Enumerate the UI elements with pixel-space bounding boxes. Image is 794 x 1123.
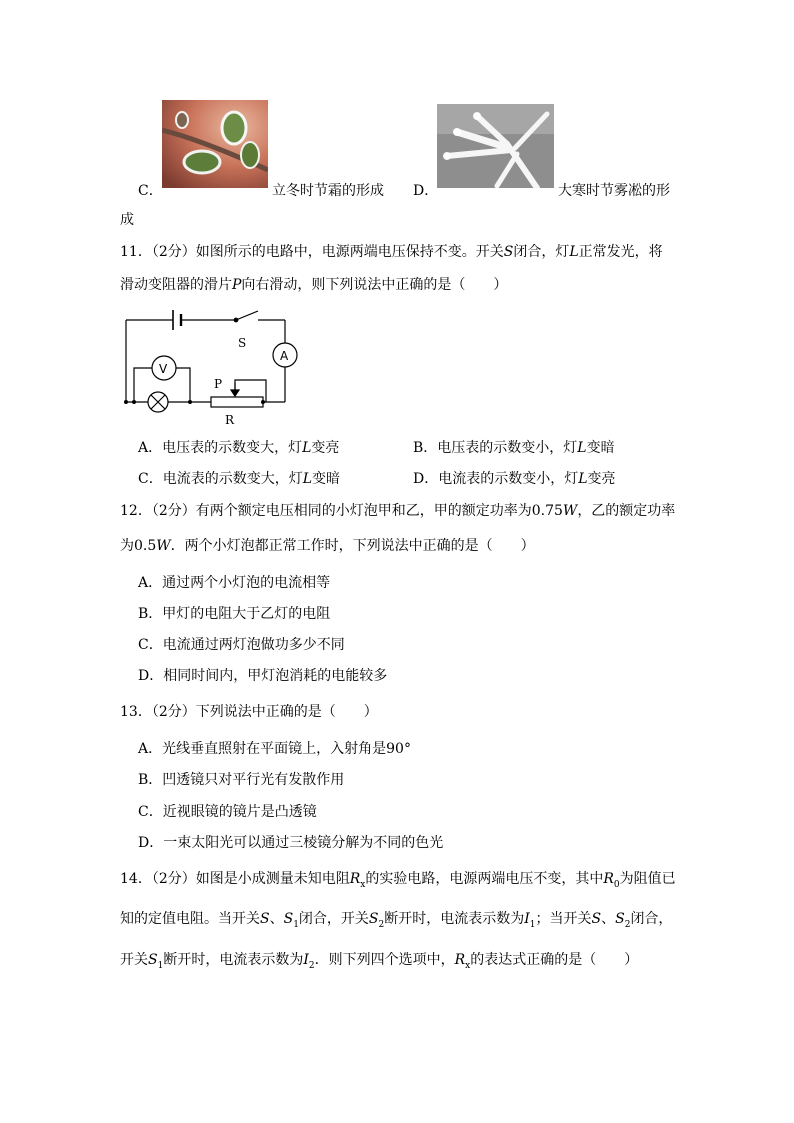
- q14-text: 、: [269, 911, 284, 927]
- q14-line3: [120, 949, 638, 971]
- q14-text: 为阻值已: [619, 871, 676, 887]
- var-sub: 2: [308, 960, 315, 971]
- resistor-label: R: [225, 413, 235, 427]
- option-text: 电压表的示数变小，灯: [437, 440, 578, 456]
- option-c-label: C．: [138, 183, 163, 199]
- var-sub: 2: [378, 919, 385, 930]
- option-d-text: 大寒时节雾凇的形: [558, 183, 670, 199]
- q13-text: 下列说法中正确的是（ ）: [195, 704, 378, 720]
- option-text: 变暗: [312, 471, 341, 487]
- option-text: 凹透镜只对平行光有发散作用: [162, 772, 345, 788]
- option-text: 相同时间内，甲灯泡消耗的电能较多: [163, 668, 388, 684]
- q12-option-a: [138, 572, 330, 592]
- q14-text: 、: [601, 911, 616, 927]
- var-r: R: [454, 952, 466, 968]
- var-sub: 1: [293, 919, 299, 930]
- q11-number: 11．: [120, 244, 152, 260]
- q13-option-a: [138, 738, 411, 758]
- q12-option-c: [138, 634, 345, 654]
- option-label: C．: [138, 804, 163, 820]
- option-text: 甲灯的电阻大于乙灯的电阻: [162, 606, 331, 622]
- q14-line1: [120, 868, 676, 890]
- q13-number: 13．: [120, 704, 152, 720]
- q14-text: 的实验电路，电源两端电压不变，其中: [365, 871, 604, 887]
- var-s: S: [503, 244, 514, 260]
- q12-number: 12．: [120, 503, 152, 519]
- q11-text: 如图所示的电路中，电源两端电压保持不变。开关: [195, 244, 504, 260]
- q12-text: ．两个小灯泡都正常工作时，下列说法中正确的是（ ）: [170, 538, 535, 554]
- q12-text: 为: [120, 538, 134, 554]
- q14-text: 断开时，电流表示数为: [163, 952, 304, 968]
- q12-score: （2分）: [151, 503, 196, 519]
- var-s: S: [260, 911, 270, 927]
- frost-photo: [162, 100, 268, 188]
- q14-text: 断开时，电流表示数为: [384, 911, 525, 927]
- option-label: D．: [138, 835, 164, 851]
- option-text: 电流表的示数变大，灯: [162, 471, 303, 487]
- q12-text: 有两个额定电压相同的小灯泡甲和乙，甲的额定功率为: [195, 503, 532, 519]
- option-text: 一束太阳光可以通过三棱镜分解为不同的色光: [163, 835, 444, 851]
- q11-text: 闭合，灯: [513, 244, 570, 260]
- q13-score: （2分）: [151, 704, 196, 720]
- q14-text: 的表达式正确的是（ ）: [470, 952, 639, 968]
- option-label: D．: [138, 668, 164, 684]
- voltmeter-label: V: [159, 362, 168, 376]
- var-s: S: [615, 911, 625, 927]
- q12-option-d: [138, 665, 387, 685]
- var-s: S: [283, 911, 294, 927]
- q14-text: 如图是小成测量未知电阻: [195, 871, 350, 887]
- q14-text: 知的定值电阻。当开关: [120, 911, 260, 927]
- option-text: 通过两个小灯泡的电流相等: [162, 575, 331, 591]
- q12-text: ，乙的额定功率: [577, 503, 676, 519]
- option-label: C．: [138, 471, 163, 487]
- q14-text: ．则下列四个选项中，: [314, 952, 455, 968]
- q14-text: 闭合，开关: [298, 911, 369, 927]
- ammeter-label: A: [280, 349, 289, 363]
- q11-text: 向右滑动，则下列说法中正确的是（ ）: [241, 277, 508, 293]
- var-s: S: [368, 911, 379, 927]
- var-sub: x: [360, 879, 366, 890]
- q11-line2: [120, 274, 507, 294]
- var-s: S: [591, 911, 602, 927]
- option-label: B．: [138, 606, 163, 622]
- unit-w: W: [156, 538, 171, 554]
- option-d-label: D．: [413, 183, 439, 199]
- q13-option-d: [138, 832, 443, 852]
- option-text: 近视眼镜的镜片是凸透镜: [162, 804, 317, 820]
- var-sub: 1: [157, 960, 164, 971]
- var-i: I: [524, 911, 530, 927]
- option-label: A．: [138, 440, 163, 456]
- q11-text: 正常发光，将: [578, 244, 663, 260]
- q11-text: 滑动变阻器的滑片: [120, 277, 232, 293]
- q13-option-c: [138, 801, 317, 821]
- option-text: 电流表的示数变小，灯: [438, 471, 579, 487]
- var-sub: 0: [613, 879, 620, 890]
- var-l: L: [578, 471, 588, 487]
- option-label: A．: [138, 575, 163, 591]
- option-label: A．: [138, 741, 163, 757]
- var-sub: 1: [529, 919, 536, 930]
- q13-option-b: [138, 769, 344, 789]
- q14-number: 14．: [120, 871, 152, 887]
- var-l: L: [302, 471, 313, 487]
- power-value: 0.75: [531, 503, 563, 519]
- q12-line2: [120, 535, 535, 555]
- option-label: D．: [413, 471, 439, 487]
- option-label: B．: [138, 772, 163, 788]
- var-l: L: [302, 440, 312, 456]
- q14-text: 开关: [120, 952, 148, 968]
- var-i: I: [303, 952, 309, 968]
- var-l: L: [577, 440, 587, 456]
- q14-score: （2分）: [151, 871, 196, 887]
- q11-line1: [120, 241, 663, 261]
- q14-line2: [120, 908, 672, 930]
- var-r: R: [603, 871, 614, 887]
- var-p: P: [232, 277, 242, 293]
- option-text: 电压表的示数变大，灯: [162, 440, 303, 456]
- var-sub: 2: [624, 919, 631, 930]
- power-value: 0.5: [134, 538, 157, 554]
- q11-option-b: [413, 437, 615, 457]
- option-text: 变亮: [311, 440, 340, 456]
- rime-photo: [437, 104, 554, 188]
- q13-line1: [120, 701, 378, 721]
- option-c-text: 立冬时节霜的形成: [272, 183, 384, 199]
- q14-text: ；当开关: [535, 911, 592, 927]
- var-s: S: [148, 952, 158, 968]
- q11-score: （2分）: [151, 244, 196, 260]
- option-text: 变亮: [587, 471, 616, 487]
- option-text: 电流通过两灯泡做功多少不同: [162, 637, 345, 653]
- q12-option-b: [138, 603, 330, 623]
- q11-option-c: [138, 468, 340, 488]
- var-r: R: [349, 871, 361, 887]
- q14-text: 闭合，: [630, 911, 673, 927]
- option-d-wrap: 成: [120, 212, 134, 228]
- option-label: C．: [138, 637, 163, 653]
- circuit-diagram: [118, 305, 308, 430]
- var-sub: x: [465, 960, 471, 971]
- unit-w: W: [562, 503, 578, 519]
- option-text: 变暗: [586, 440, 615, 456]
- q11-option-a: [138, 437, 339, 457]
- switch-label: S: [238, 336, 247, 350]
- option-text: 光线垂直照射在平面镜上，入射角是90°: [162, 741, 411, 757]
- option-label: B．: [413, 440, 438, 456]
- var-l: L: [569, 244, 579, 260]
- q12-line1: [120, 500, 675, 520]
- q11-option-d: [413, 468, 616, 488]
- slider-label: P: [214, 377, 223, 391]
